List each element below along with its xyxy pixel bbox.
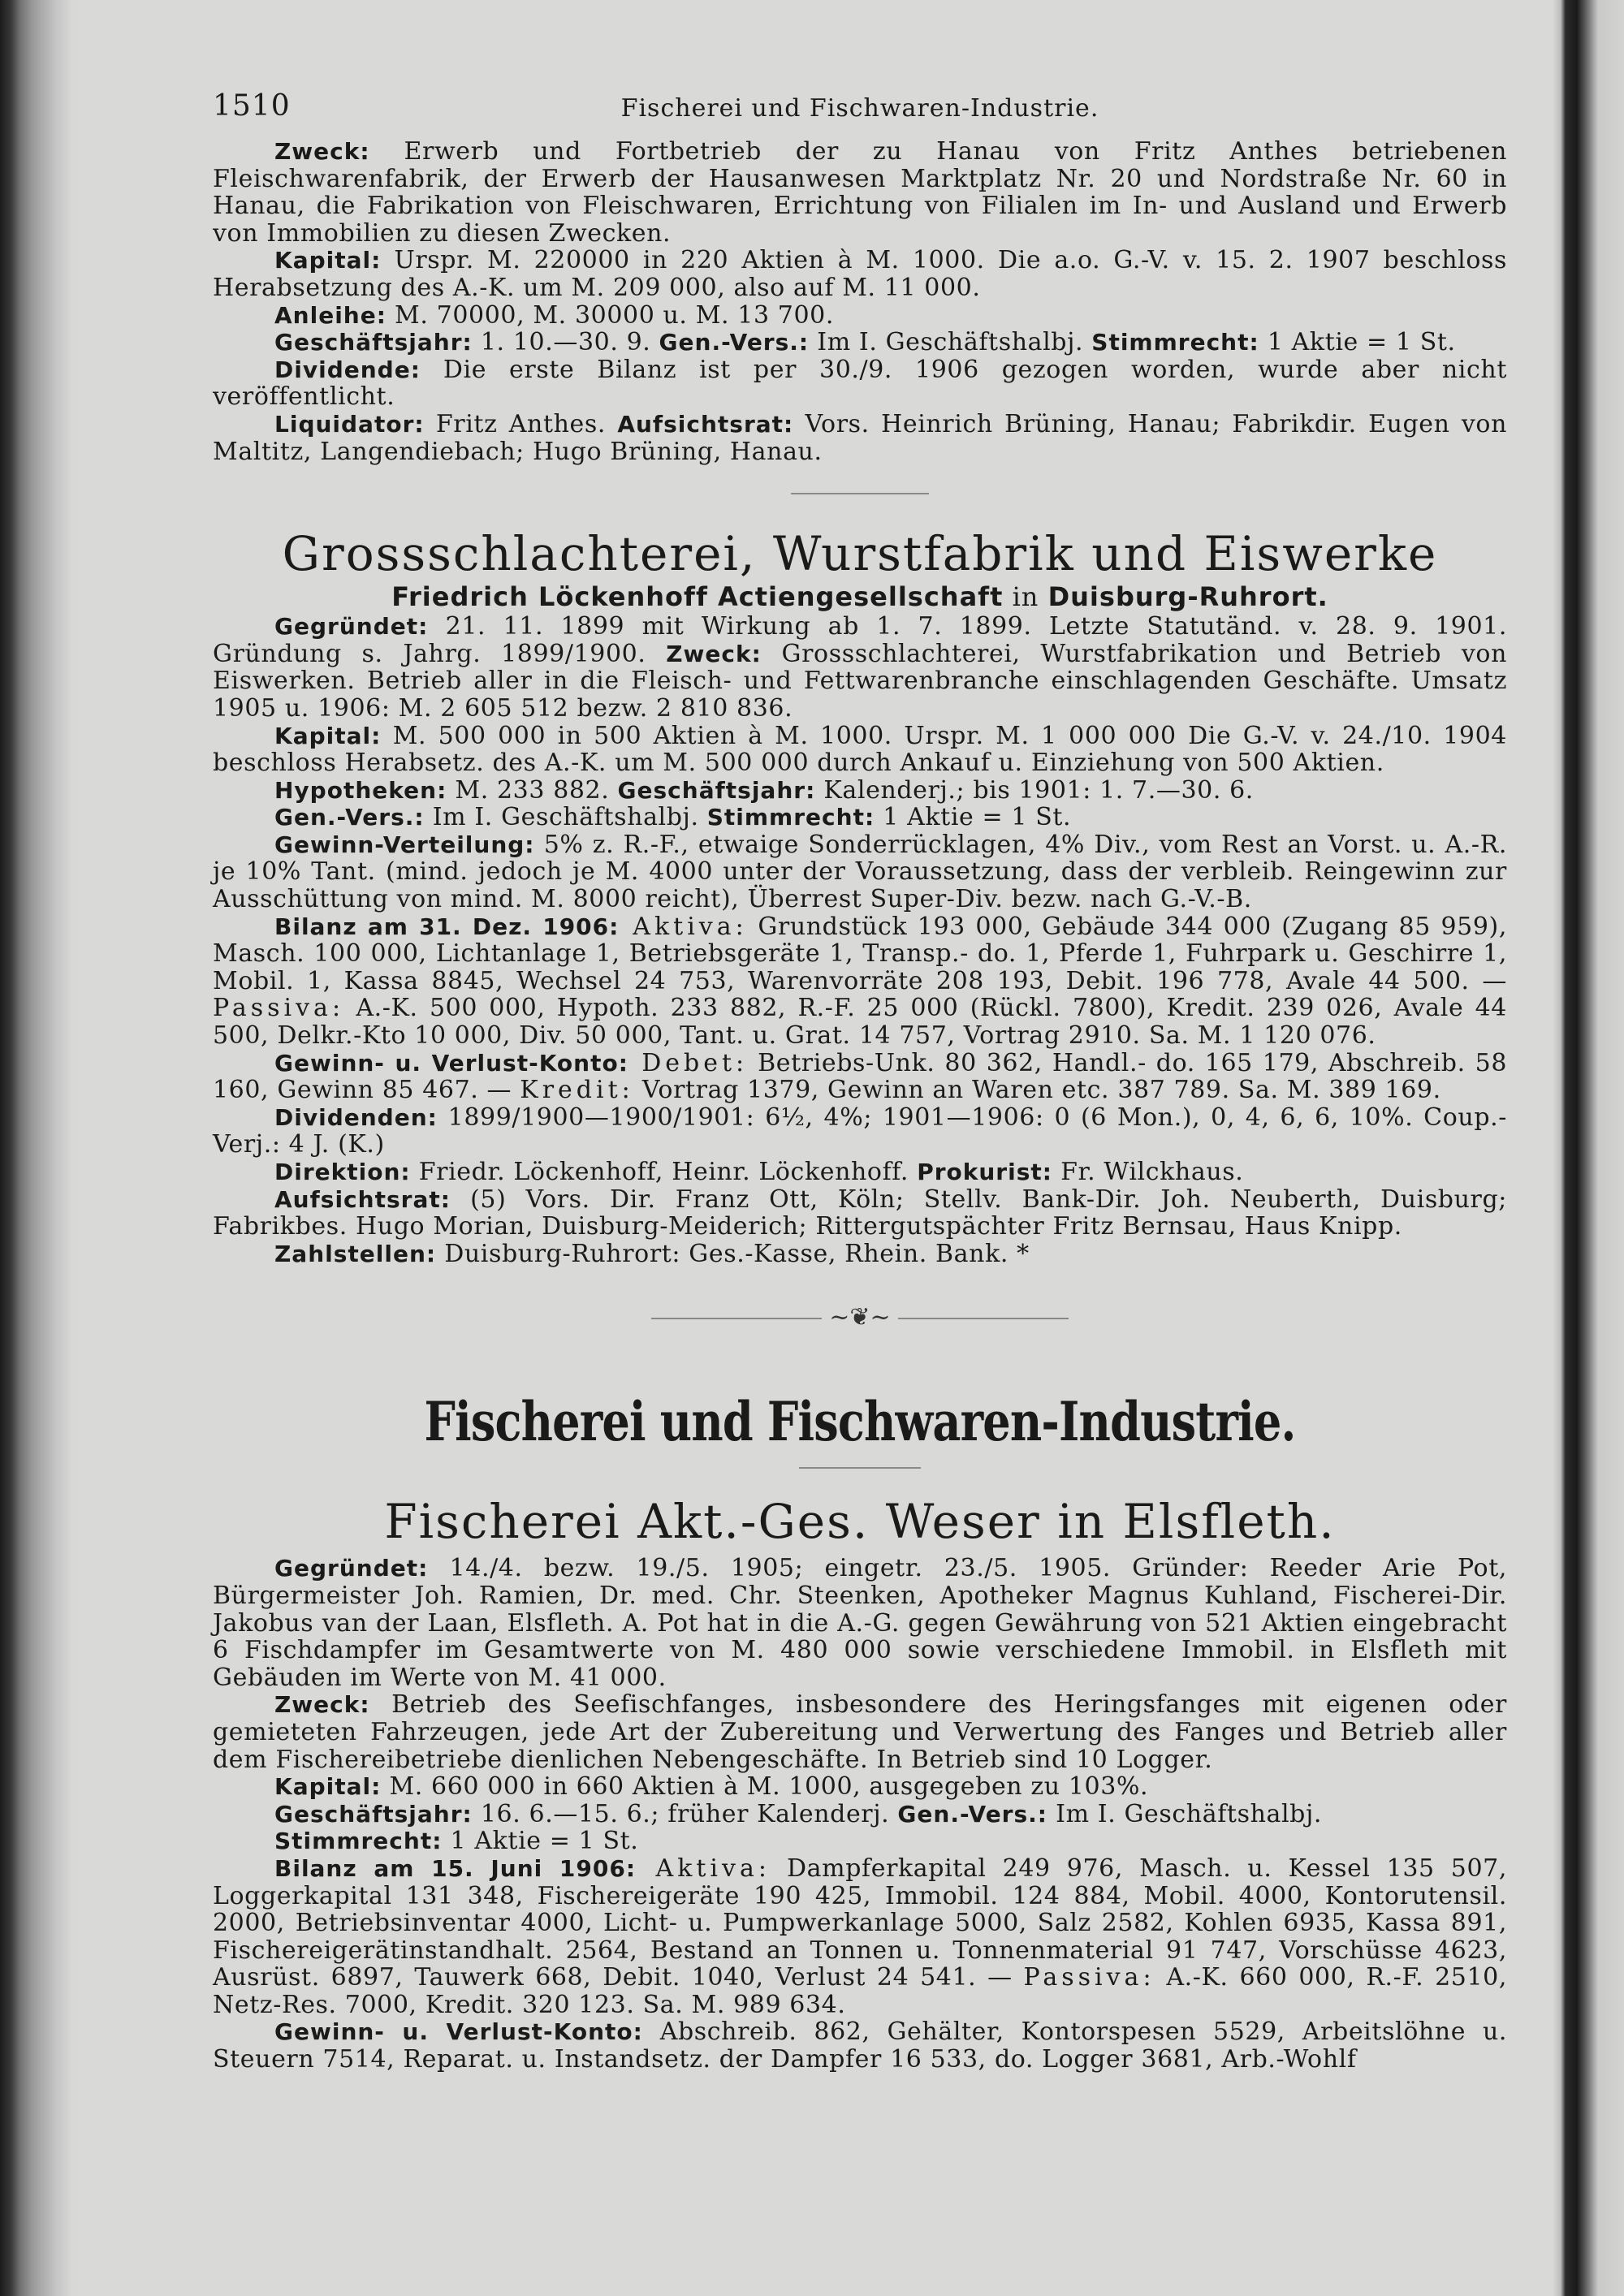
entry-paragraph: Gewinn- u. Verlust-Konto: Abschreib. 862, Gehälter, Kontorspesen 5529, Arbeitslöhne u. Steuern 7514, Reparat. u. Instandsetz. der Dampfer 16 533, do. Logger 3681, Arb.-Wohlf xyxy=(213,2018,1508,2074)
entry-paragraph: Bilanz am 15. Juni 1906: Aktiva: Dampferkapital 249 976, Masch. u. Kessel 135 507, Loggerkapital 131 348, Fischereigeräte 190 425, Immobil. 124 884, Mobil. 4000, Kontorutensil. 2000, Betriebsinventar 4000, Licht- u. Pumpwerkanlage 5000, Salz 2582, Kohlen 6935, Kassa 891, Fischereigerätinstandhalt. 2564, Bestand an Tonnen u. Tonnenmaterial 91 747, Vorschüsse 4623, Ausrüst. 6897, Tauwerk 668, Debit. 1040, Verlust 24 541. — Passiva: A.-K. 660 000, R.-F. 2510, Netz-Res. 7000, Kredit. 320 123. Sa. M. 989 634. xyxy=(213,1854,1507,2019)
entry-paragraph: Kapital: Urspr. M. 220000 in 220 Aktien à M. 1000. Die a.o. G.-V. v. 15. 2. 1907 beschloss Herabsetzung des A.-K. um M. 209 000, also auf M. 11 000. xyxy=(213,246,1507,302)
entry-title: Grossschlachterei, Wurstfabrik und Eiswerke xyxy=(282,526,1438,582)
entry-paragraph: Geschäftsjahr: 16. 6.—15. 6.; früher Kalenderj. Gen.-Vers.: Im I. Geschäftshalbj. xyxy=(274,1799,1323,1828)
entry-paragraph: Liquidator: Fritz Anthes. Aufsichtsrat: Vors. Heinrich Brüning, Hanau; Fabrikdir. Eugen von Maltitz, Langendiebach; Hugo Brüning, Hanau. xyxy=(213,409,1507,466)
divider xyxy=(799,1467,921,1469)
entry-paragraph: Gewinn-Verteilung: 5% z. R.-F., etwaige Sonderrücklagen, 4% Div., vom Rest an Vorst. u. A.-R. je 10% Tant. (mind. jedoch je M. 4000 unter der Voraussetzung, dass der verbleib. Reingewinn zur Ausschüttung von mind. M. 8000 reicht), Überrest Super-Div. bezw. nach G.-V.-B. xyxy=(213,830,1507,914)
entry-continued xyxy=(213,138,1507,465)
entry-paragraph: Dividenden: 1899/1900—1900/1901: 6½, 4%; 1901—1906: 0 (6 Mon.), 0, 4, 6, 6, 10%. Coup.-Verj.: 4 J. (K.) xyxy=(213,1103,1507,1159)
entry-paragraph: Kapital: M. 500 000 in 500 Aktien à M. 1000. Urspr. M. 1 000 000 Die G.-V. v. 24./10. 1904 beschloss Herabsetz. des A.-K. um M. 500 000 durch Ankauf u. Einziehung von 500 Aktien. xyxy=(213,721,1507,778)
entry-paragraph: Zahlstellen: Duisburg-Ruhrort: Ges.-Kasse, Rhein. Bank. * xyxy=(274,1239,1030,1268)
entry-paragraph: Gen.-Vers.: Im I. Geschäftshalbj. Stimmrecht: 1 Aktie = 1 St. xyxy=(274,803,1072,832)
entry-paragraph: Anleihe: M. 70000, M. 30000 u. M. 13 700. xyxy=(274,300,835,330)
entry-paragraph: Hypotheken: M. 233 882. Geschäftsjahr: Kalenderj.; bis 1901: 1. 7.—30. 6. xyxy=(274,775,1254,805)
entry-paragraph: Dividende: Die erste Bilanz ist per 30./9. 1906 gezogen worden, wurde aber nicht veröffentlicht. xyxy=(213,355,1507,412)
entry-paragraph: Gegründet: 21. 11. 1899 mit Wirkung ab 1. 7. 1899. Letzte Statutänd. v. 28. 9. 1901. Gründung s. Jahrg. 1899/1900. Zweck: Grossschlachterei, Wurstfabrikation und Betrieb von Eiswerken. Betrieb aller in die Fleisch- und Fettwarenbranche einschlagenden Geschäfte. Umsatz 1905 u. 1906: M. 2 605 512 bezw. 2 810 836. xyxy=(213,612,1507,723)
ornament-divider: ~❦~ xyxy=(213,1301,1507,1334)
entry-paragraph: Zweck: Betrieb des Seefischfanges, insbesondere des Heringsfanges mit eigenen oder gemieteten Fahrzeugen, jede Art der Zubereitung und Verwertung des Fanges und Betrieb aller dem Fischereibetriebe dienlichen Nebengeschäfte. In Betrieb sind 10 Logger. xyxy=(213,1690,1507,1774)
entry-paragraph: Gewinn- u. Verlust-Konto: Debet: Betriebs-Unk. 80 362, Handl.- do. 165 179, Abschreib. 58 160, Gewinn 85 467. — Kredit: Vortrag 1379, Gewinn an Waren etc. 387 789. Sa. M. 389 169. xyxy=(213,1048,1508,1105)
divider xyxy=(791,493,929,494)
entry-fischerei-weser xyxy=(213,1495,1507,2073)
entry-subtitle: Friedrich Löckenhoff Actiengesellschaft in Duisburg-Ruhrort. xyxy=(391,581,1328,613)
section-title: Fischerei und Fischwaren-Industrie. xyxy=(424,1390,1296,1454)
page-header xyxy=(213,89,1507,138)
entry-paragraph: Geschäftsjahr: 1. 10.—30. 9. Gen.-Vers.: Im I. Geschäftshalbj. Stimmrecht: 1 Aktie = 1 St. xyxy=(274,328,1456,357)
page-content xyxy=(213,89,1507,2074)
entry-paragraph: Bilanz am 31. Dez. 1906: Aktiva: Grundstück 193 000, Gebäude 344 000 (Zugang 85 959), Masch. 100 000, Lichtanlage 1, Betriebsgeräte 1, Transp.- do. 1, Pferde 1, Fuhrpark u. Geschirre 1, Mobil. 1, Kassa 8845, Wechsel 24 753, Warenvorräte 208 193, Debit. 196 778, Avale 44 500. — Passiva: A.-K. 500 000, Hypoth. 233 882, R.-F. 25 000 (Rückl. 7800), Kredit. 239 026, Avale 44 500, Delkr.-Kto 10 000, Div. 50 000, Tant. u. Grat. 14 757, Vortrag 2910. Sa. M. 1 120 076. xyxy=(213,912,1507,1051)
entry-paragraph: Kapital: M. 660 000 in 660 Aktien à M. 1000, ausgegeben zu 103%. xyxy=(274,1772,1149,1802)
page-edge-right xyxy=(1553,0,1624,2296)
book-binding-shadow-left xyxy=(0,0,73,2296)
entry-paragraph: Zweck: Erwerb und Fortbetrieb der zu Hanau von Fritz Anthes betriebenen Fleischwarenfabrik, der Erwerb der Hausanwesen Marktplatz Nr. 20 und Nordstraße Nr. 60 in Hanau, die Fabrikation von Fleischwaren, Errichtung von Filialen im In- und Ausland und Erwerb von Immobilien zu diesen Zwecken. xyxy=(213,137,1507,248)
page-number: 1510 xyxy=(213,89,291,123)
entry-paragraph: Aufsichtsrat: (5) Vors. Dir. Franz Ott, Köln; Stellv. Bank-Dir. Joh. Neuberth, Duisburg; Fabrikbes. Hugo Morian, Duisburg-Meiderich; Rittergutspächter Fritz Bernsau, Haus Knipp. xyxy=(213,1185,1507,1241)
entry-paragraph: Gegründet: 14./4. bezw. 19./5. 1905; eingetr. 23./5. 1905. Gründer: Reeder Arie Pot, Bürgermeister Joh. Ramien, Dr. med. Chr. Steenken, Apotheker Magnus Kuhland, Fischerei-Dir. Jakobus van der Laan, Elsfleth. A. Pot hat in die A.-G. gegen Gewährung von 521 Aktien eingebracht 6 Fischdampfer im Gesamtwerte von M. 480 000 sowie verschiedene Immobil. in Elsfleth mit Gebäuden im Werte von M. 41 000. xyxy=(213,1554,1507,1692)
entry-paragraph: Direktion: Friedr. Löckenhoff, Heinr. Löckenhoff. Prokurist: Fr. Wilckhaus. xyxy=(274,1158,1244,1186)
entry-paragraph: Stimmrecht: 1 Aktie = 1 St. xyxy=(274,1827,639,1856)
running-title: Fischerei und Fischwaren-Industrie. xyxy=(620,94,1099,123)
entry-title: Fischerei Akt.-Ges. Weser in Elsfleth. xyxy=(384,1494,1336,1550)
entry-grossschlachterei xyxy=(213,527,1507,1267)
